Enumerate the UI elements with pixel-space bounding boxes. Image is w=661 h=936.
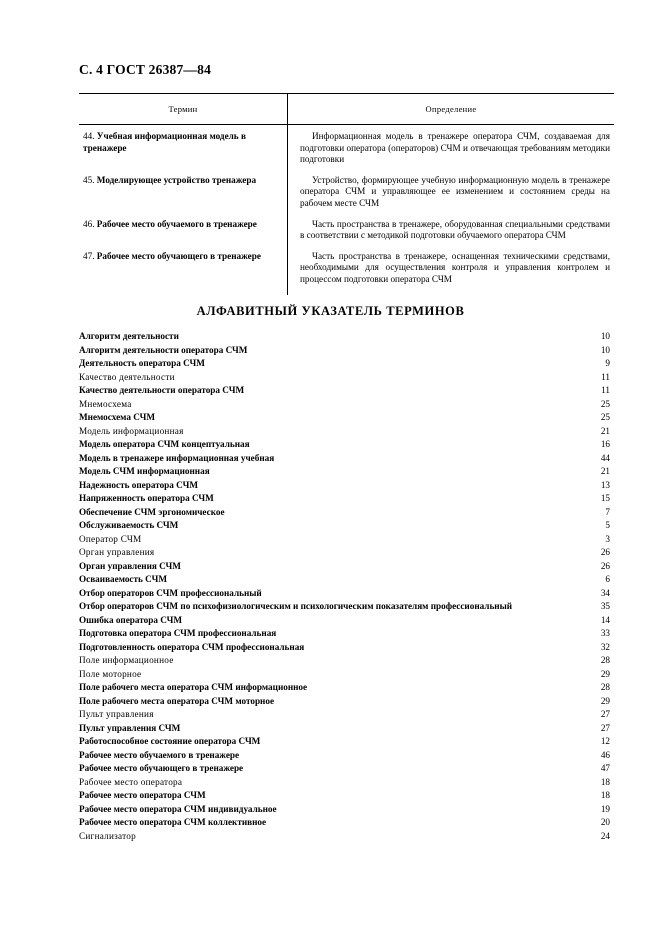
table-row bbox=[79, 219, 614, 251]
term-number: 44. bbox=[83, 131, 95, 141]
index-item bbox=[79, 506, 610, 520]
index-term: Модель СЧМ информационная bbox=[79, 466, 210, 476]
index-item bbox=[79, 614, 610, 628]
table-row bbox=[79, 251, 614, 295]
index-term: Качество деятельности bbox=[79, 371, 175, 382]
index-page-number: 25 bbox=[600, 412, 610, 422]
index-page-number: 10 bbox=[600, 331, 610, 341]
index-term: Рабочее место оператора СЧМ bbox=[79, 790, 206, 800]
term-cell bbox=[79, 219, 288, 251]
index-item bbox=[79, 830, 610, 844]
index-page-number: 26 bbox=[600, 547, 610, 557]
index-page-number: 9 bbox=[605, 358, 610, 368]
index-page-number: 32 bbox=[600, 641, 610, 652]
index-term: Напряженность оператора СЧМ bbox=[79, 493, 214, 503]
index-item bbox=[79, 600, 610, 614]
index-page-number: 11 bbox=[601, 371, 610, 382]
index-item bbox=[79, 411, 610, 425]
index-title: АЛФАВИТНЫЙ УКАЗАТЕЛЬ ТЕРМИНОВ bbox=[196, 304, 465, 318]
index-item bbox=[79, 344, 610, 358]
index-item bbox=[79, 479, 610, 493]
index-page-number: 25 bbox=[600, 398, 610, 409]
term-number: 46. bbox=[83, 218, 95, 229]
index-term: Поле информационное bbox=[79, 655, 174, 665]
index-item bbox=[79, 735, 610, 749]
index-item bbox=[79, 465, 610, 479]
index-page-number: 34 bbox=[600, 587, 610, 598]
index-page-number: 29 bbox=[600, 668, 610, 679]
index-item bbox=[79, 573, 610, 587]
index-page-number: 18 bbox=[600, 790, 610, 800]
index-page-number: 27 bbox=[600, 709, 610, 719]
index-item bbox=[79, 533, 610, 547]
index-page-number: 29 bbox=[600, 695, 610, 706]
index-term: Работоспособное состояние оператора СЧМ bbox=[79, 736, 261, 746]
index-term: Алгоритм деятельности оператора СЧМ bbox=[79, 344, 248, 355]
index-term: Отбор операторов СЧМ по психофизиологическим и психологическим показателям профессиональный bbox=[79, 601, 513, 611]
index-page-number: 46 bbox=[600, 749, 610, 760]
index-item bbox=[79, 776, 610, 790]
index-term: Модель оператора СЧМ концептуальная bbox=[79, 439, 250, 449]
index-item bbox=[79, 560, 610, 574]
index-term: Обслуживаемость СЧМ bbox=[79, 520, 179, 530]
index-term: Орган управления СЧМ bbox=[79, 560, 181, 571]
index-item bbox=[79, 816, 610, 830]
index-page-number: 15 bbox=[600, 493, 610, 503]
index-page-number: 20 bbox=[600, 817, 610, 827]
index-page-number: 7 bbox=[605, 506, 610, 517]
index-item bbox=[79, 749, 610, 763]
index-item bbox=[79, 641, 610, 655]
index-term: Рабочее место оператора СЧМ индивидуальное bbox=[79, 803, 277, 814]
index-term: Обеспечение СЧМ эргономическое bbox=[79, 506, 225, 517]
index-term: Надежность оператора СЧМ bbox=[79, 479, 198, 490]
index-term: Алгоритм деятельности bbox=[79, 331, 179, 341]
index-item bbox=[79, 587, 610, 601]
index-page-number: 16 bbox=[600, 439, 610, 449]
index-term: Сигнализатор bbox=[79, 830, 136, 841]
index-item bbox=[79, 762, 610, 776]
index-term: Оператор СЧМ bbox=[79, 533, 142, 544]
terms-table bbox=[79, 93, 614, 295]
index-item bbox=[79, 425, 610, 439]
index-term: Отбор операторов СЧМ профессиональный bbox=[79, 587, 262, 598]
index-page-number: 21 bbox=[600, 425, 610, 436]
index-page-number: 18 bbox=[600, 776, 610, 787]
index-item bbox=[79, 398, 610, 412]
index-item bbox=[79, 695, 610, 709]
term-text: Учебная информационная модель в тренажере bbox=[83, 131, 246, 153]
index-page-number: 44 bbox=[600, 452, 610, 463]
index-term: Пульт управления СЧМ bbox=[79, 722, 181, 733]
index-item bbox=[79, 384, 610, 398]
definition-cell: Устройство, формирующее учебную информационную модель в тренажере оператора СЧМ и управляющее ее изменением и состоянием среды на рабочем месте СЧМ bbox=[300, 174, 610, 208]
index-page-number: 14 bbox=[600, 614, 610, 625]
table-row bbox=[79, 125, 614, 175]
index-page-number: 27 bbox=[600, 722, 610, 733]
index-term: Орган управления bbox=[79, 547, 155, 557]
term-cell bbox=[79, 251, 288, 295]
index-page-number: 12 bbox=[600, 736, 610, 746]
definition-cell: Часть пространства в тренажере, оборудованная специальными средствами в соответствии с методикой подготовки обучаемого оператора СЧМ bbox=[300, 218, 610, 241]
index-item bbox=[79, 452, 610, 466]
index-item bbox=[79, 803, 610, 817]
index-page-number: 33 bbox=[600, 628, 610, 638]
index-term: Мнемосхема bbox=[79, 398, 132, 409]
term-text: Рабочее место обучаемого в тренажере bbox=[96, 218, 257, 229]
term-text: Рабочее место обучающего в тренажере bbox=[96, 250, 261, 261]
index-item bbox=[79, 492, 610, 506]
term-text: Моделирующее устройство тренажера bbox=[96, 174, 257, 185]
term-cell bbox=[79, 175, 288, 219]
index-item bbox=[79, 330, 610, 344]
index-item bbox=[79, 371, 610, 385]
index-item bbox=[79, 789, 610, 803]
index-term: Рабочее место обучаемого в тренажере bbox=[79, 749, 240, 760]
index-term: Подготовка оператора СЧМ профессиональная bbox=[79, 628, 277, 638]
index-item bbox=[79, 722, 610, 736]
page-header: С. 4 ГОСТ 26387—84 bbox=[79, 62, 212, 77]
index-item bbox=[79, 627, 610, 641]
index-term: Мнемосхема СЧМ bbox=[79, 412, 156, 422]
index-term: Модель в тренажере информационная учебная bbox=[79, 452, 275, 463]
table-header-row bbox=[79, 94, 614, 125]
term-number: 47. bbox=[83, 250, 95, 261]
index-term: Поле рабочего места оператора СЧМ информационное bbox=[79, 682, 308, 692]
index-page-number: 35 bbox=[600, 601, 610, 611]
index-page-number: 3 bbox=[605, 533, 610, 544]
table-row bbox=[79, 175, 614, 219]
index-item bbox=[79, 708, 610, 722]
index-item bbox=[79, 681, 610, 695]
index-page-number: 5 bbox=[605, 520, 610, 530]
index-page-number: 19 bbox=[600, 803, 610, 814]
index-term: Рабочее место оператора bbox=[79, 776, 183, 787]
index-term: Рабочее место обучающего в тренажере bbox=[79, 763, 244, 773]
index-page-number: 47 bbox=[600, 763, 610, 773]
index-item bbox=[79, 519, 610, 533]
index-page-number: 21 bbox=[600, 466, 610, 476]
index-term: Осваиваемость СЧМ bbox=[79, 574, 168, 584]
term-cell bbox=[79, 125, 288, 175]
index-page-number: 13 bbox=[600, 479, 610, 490]
index-page-number: 11 bbox=[601, 385, 610, 395]
index-term: Качество деятельности оператора СЧМ bbox=[79, 385, 245, 395]
index-term: Рабочее место оператора СЧМ коллективное bbox=[79, 817, 267, 827]
term-number: 45. bbox=[83, 174, 95, 185]
index-term: Модель информационная bbox=[79, 425, 184, 436]
index-term: Пульт управления bbox=[79, 709, 154, 719]
index-page-number: 24 bbox=[600, 830, 610, 841]
index-page-number: 28 bbox=[600, 655, 610, 665]
index-page-number: 26 bbox=[600, 560, 610, 571]
index-term: Поле моторное bbox=[79, 668, 142, 679]
index-list bbox=[79, 330, 610, 843]
index-item bbox=[79, 546, 610, 560]
index-item bbox=[79, 357, 610, 371]
index-item bbox=[79, 654, 610, 668]
column-header-terms: Термин bbox=[79, 94, 288, 125]
definition-cell: Информационная модель в тренажере оператора СЧМ, создаваемая для подготовки оператора (операторов) СЧМ и отвечающая требованиям методики подготовки bbox=[300, 131, 610, 165]
column-header-definition: Определение bbox=[288, 94, 615, 125]
index-page-number: 10 bbox=[600, 344, 610, 355]
index-term: Ошибка оператора СЧМ bbox=[79, 614, 183, 625]
definition-cell: Часть пространства в тренажере, оснащенная техническими средствами, необходимыми для осуществления контроля и управления контролем и процессом подготовки оператора СЧМ bbox=[300, 250, 610, 284]
index-page-number: 28 bbox=[600, 682, 610, 692]
index-item bbox=[79, 438, 610, 452]
index-term: Деятельность оператора СЧМ bbox=[79, 358, 205, 368]
index-term: Подготовленность оператора СЧМ профессиональная bbox=[79, 641, 305, 652]
index-term: Поле рабочего места оператора СЧМ моторное bbox=[79, 695, 275, 706]
index-item bbox=[79, 668, 610, 682]
index-page-number: 6 bbox=[605, 574, 610, 584]
